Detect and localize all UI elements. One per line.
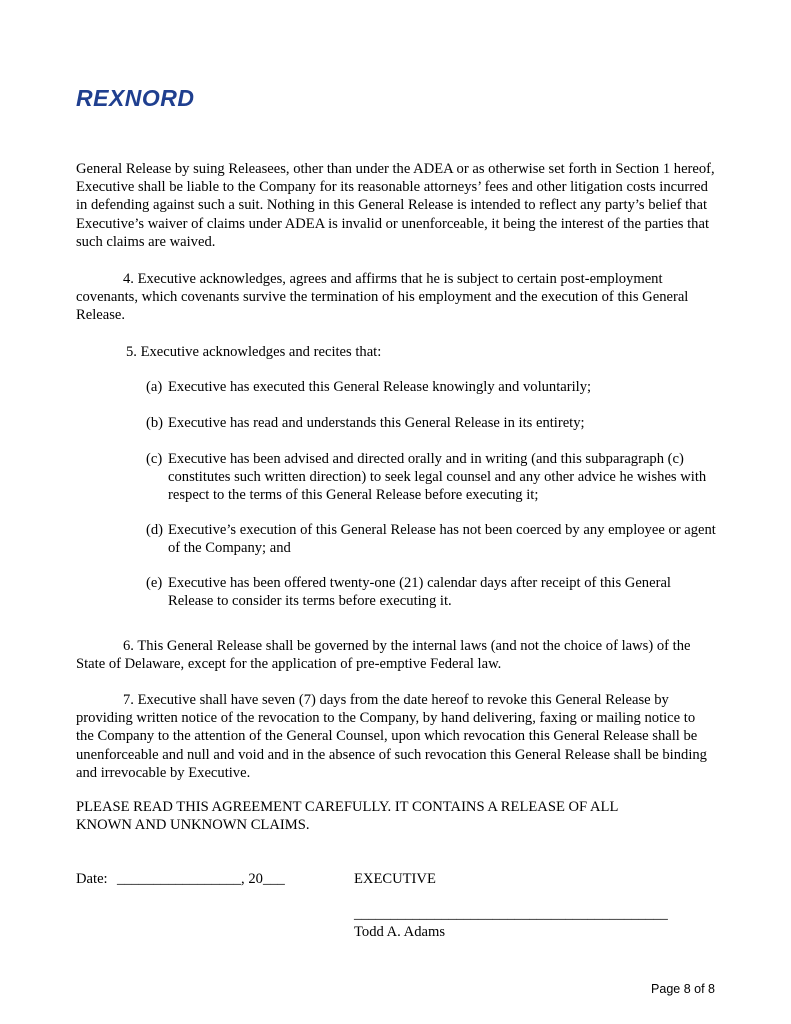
paragraph-continued: General Release by suing Releasees, other than under the ADEA or as otherwise set forth in Section 1 hereof, Executive shall be liable to the Company for its reasonable attorneys’ fees and other litigation costs incurred in defending against such a suit. Nothing in this General Release is intended to reflect any party’s belief that Executive’s waiver of claims under ADEA is invalid or unenforceable, it being the interest of the parties that such claims are waived. [76, 161, 715, 250]
list-marker: (d) [146, 522, 164, 538]
list-text: Executive has executed this General Release knowingly and voluntarily; [168, 379, 592, 395]
list-marker: (c) [146, 451, 163, 467]
paragraph-6: 6. This General Release shall be governed by the internal laws (and not the choice of laws) of the State of Delaware, except for the application of pre-emptive Federal law. [76, 638, 691, 673]
warning-notice: PLEASE READ THIS AGREEMENT CAREFULLY. IT CONTAINS A RELEASE OF ALL KNOWN AND UNKNOWN CLAIMS. [76, 799, 618, 834]
signature-line: ___________________________________________ [354, 906, 668, 922]
list-text: Executive’s execution of this General Release has not been coerced by any employee or agent of the Company; and [168, 522, 716, 557]
list-text: Executive has been advised and directed orally and in writing (and this subparagraph (c) constitutes such written direction) to seek legal counsel and any other advice he wishes with respect to the terms of this General Release before executing it; [168, 451, 707, 504]
list-text: Executive has been offered twenty-one (21) calendar days after receipt of this General Release to consider its terms before executing it. [168, 575, 671, 610]
signatory-name: Todd A. Adams [354, 924, 446, 940]
date-label: Date: [76, 871, 108, 887]
paragraph-5-intro: 5. Executive acknowledges and recites that: [126, 344, 382, 360]
paragraph-4: 4. Executive acknowledges, agrees and affirms that he is subject to certain post-employment covenants, which covenants survive the termination of his employment and the execution of this General Release. [76, 271, 689, 324]
list-marker: (b) [146, 415, 164, 431]
list-text: Executive has read and understands this General Release in its entirety; [168, 415, 585, 431]
date-blank-field: _________________, 20___ [117, 871, 285, 887]
paragraph-7: 7. Executive shall have seven (7) days from the date hereof to revoke this General Release by providing written notice of the revocation to the Company, by hand delivering, faxing or mailing notice to the Company to the attention of the General Counsel, upon which revocation this General Release shall be unenforceable and null and void and in the absence of such revocation this General Release shall be binding and irrevocable by Executive. [76, 692, 707, 781]
list-marker: (e) [146, 575, 163, 591]
rexnord-logo: REXNORD [76, 85, 195, 111]
page-number: Page 8 of 8 [651, 982, 715, 996]
list-marker: (a) [146, 379, 163, 395]
executive-label: EXECUTIVE [354, 871, 436, 887]
